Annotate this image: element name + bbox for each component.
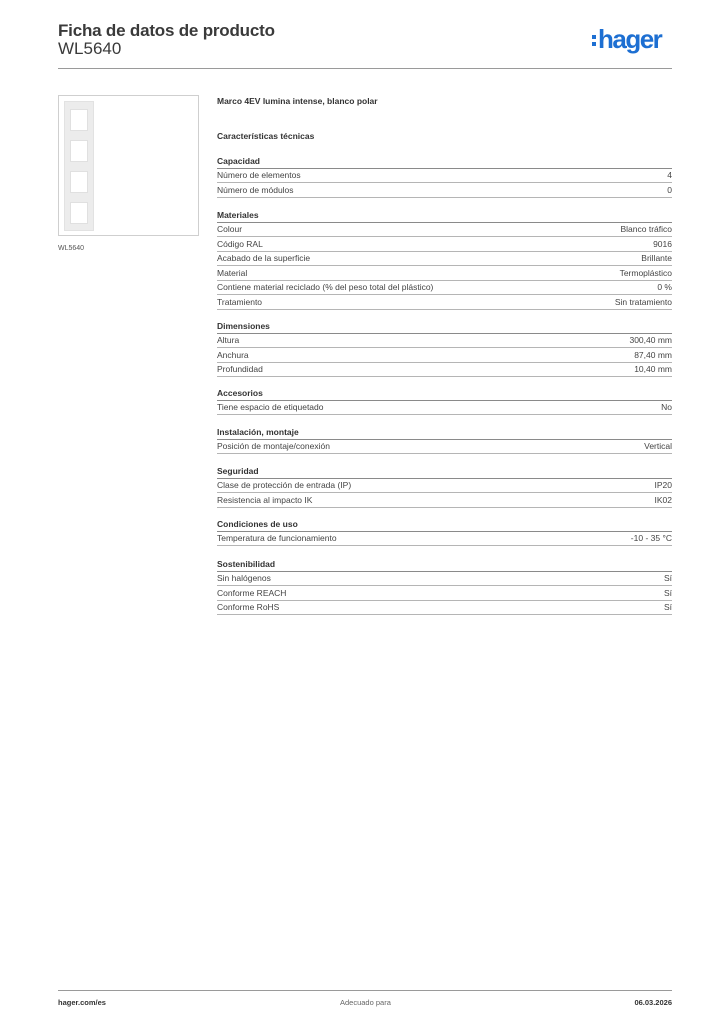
spec-label: Colour xyxy=(217,224,243,234)
spec-value: No xyxy=(661,402,672,412)
spec-label: Contiene material reciclado (% del peso total del plástico) xyxy=(217,282,434,293)
spec-label: Tratamiento xyxy=(217,297,263,307)
spec-row xyxy=(217,184,672,198)
spec-row xyxy=(217,334,672,348)
spec-value: 0 % xyxy=(657,282,672,293)
spec-label: Anchura xyxy=(217,349,249,360)
section-title: Instalación, montaje xyxy=(217,427,299,437)
spec-row xyxy=(217,267,672,281)
image-caption: WL5640 xyxy=(58,245,85,252)
spec-row xyxy=(217,440,672,454)
spec-label: Número de módulos xyxy=(217,184,294,195)
spec-value: Sí xyxy=(663,602,672,613)
spec-label: Tiene espacio de etiquetado xyxy=(217,402,324,412)
spec-value: 9016 xyxy=(653,238,672,249)
spec-value: Sin tratamiento xyxy=(614,297,672,307)
section-title: Capacidad xyxy=(217,156,260,166)
spec-row xyxy=(217,401,672,415)
spec-value: Termoplástico xyxy=(619,267,672,278)
spec-value: Sí xyxy=(663,587,672,598)
spec-row xyxy=(217,494,672,508)
spec-label: Conforme REACH xyxy=(217,587,287,598)
logo-text: hager xyxy=(598,24,662,54)
spec-row xyxy=(217,296,672,310)
spec-label: Sin halógenos xyxy=(217,573,271,583)
spec-label: Código RAL xyxy=(217,238,263,249)
section-title: Accesorios xyxy=(217,388,263,398)
page-title: Ficha de datos de producto xyxy=(58,21,275,40)
spec-value: Vertical xyxy=(644,441,672,451)
footer-suitable-for: Adecuado para xyxy=(340,998,391,1007)
spec-row xyxy=(217,349,672,363)
spec-value: 4 xyxy=(667,170,672,180)
spec-row xyxy=(217,479,672,493)
spec-label: Profundidad xyxy=(217,364,263,375)
footer-website: hager.com/es xyxy=(58,998,106,1007)
spec-value: IP20 xyxy=(654,480,672,490)
product-code: WL5640 xyxy=(58,39,122,58)
spec-row xyxy=(217,252,672,266)
technical-characteristics-title: Características técnicas xyxy=(217,131,315,141)
spec-value: -10 - 35 °C xyxy=(630,533,672,543)
spec-row xyxy=(217,572,672,586)
spec-label: Material xyxy=(217,267,248,278)
spec-value: 0 xyxy=(667,184,672,195)
spec-label: Conforme RoHS xyxy=(217,602,280,613)
product-name: Marco 4EV lumina intense, blanco polar xyxy=(217,96,378,106)
spec-label: Resistencia al impacto IK xyxy=(217,494,313,505)
spec-row xyxy=(217,238,672,252)
spec-row xyxy=(217,223,672,237)
logo-dots-icon xyxy=(592,35,597,49)
spec-label: Altura xyxy=(217,335,240,345)
spec-value: 87,40 mm xyxy=(634,349,672,360)
spec-row xyxy=(217,363,672,377)
section-title: Seguridad xyxy=(217,466,259,476)
footer-date: 06.03.2026 xyxy=(634,998,672,1007)
section-title: Materiales xyxy=(217,210,259,220)
spec-row xyxy=(217,601,672,615)
spec-value: 10,40 mm xyxy=(634,364,672,375)
spec-label: Número de elementos xyxy=(217,170,301,180)
spec-value: Brillante xyxy=(641,253,672,264)
section-title: Sostenibilidad xyxy=(217,559,276,569)
spec-label: Temperatura de funcionamiento xyxy=(217,533,337,543)
spec-label: Posición de montaje/conexión xyxy=(217,441,330,451)
spec-value: Sí xyxy=(663,573,672,583)
spec-row xyxy=(217,281,672,295)
header-divider xyxy=(58,68,672,69)
section-title: Dimensiones xyxy=(217,321,270,331)
spec-label: Clase de protección de entrada (IP) xyxy=(217,480,352,490)
product-image xyxy=(58,95,199,236)
spec-row xyxy=(217,532,672,546)
section-title: Condiciones de uso xyxy=(217,519,298,529)
spec-value: IK02 xyxy=(654,494,672,505)
spec-label: Acabado de la superficie xyxy=(217,253,311,264)
spec-row xyxy=(217,587,672,601)
footer-divider xyxy=(58,990,672,991)
frame-illustration xyxy=(64,101,94,231)
spec-value: Blanco tráfico xyxy=(620,224,672,234)
spec-value: 300,40 mm xyxy=(629,335,672,345)
spec-row xyxy=(217,169,672,183)
